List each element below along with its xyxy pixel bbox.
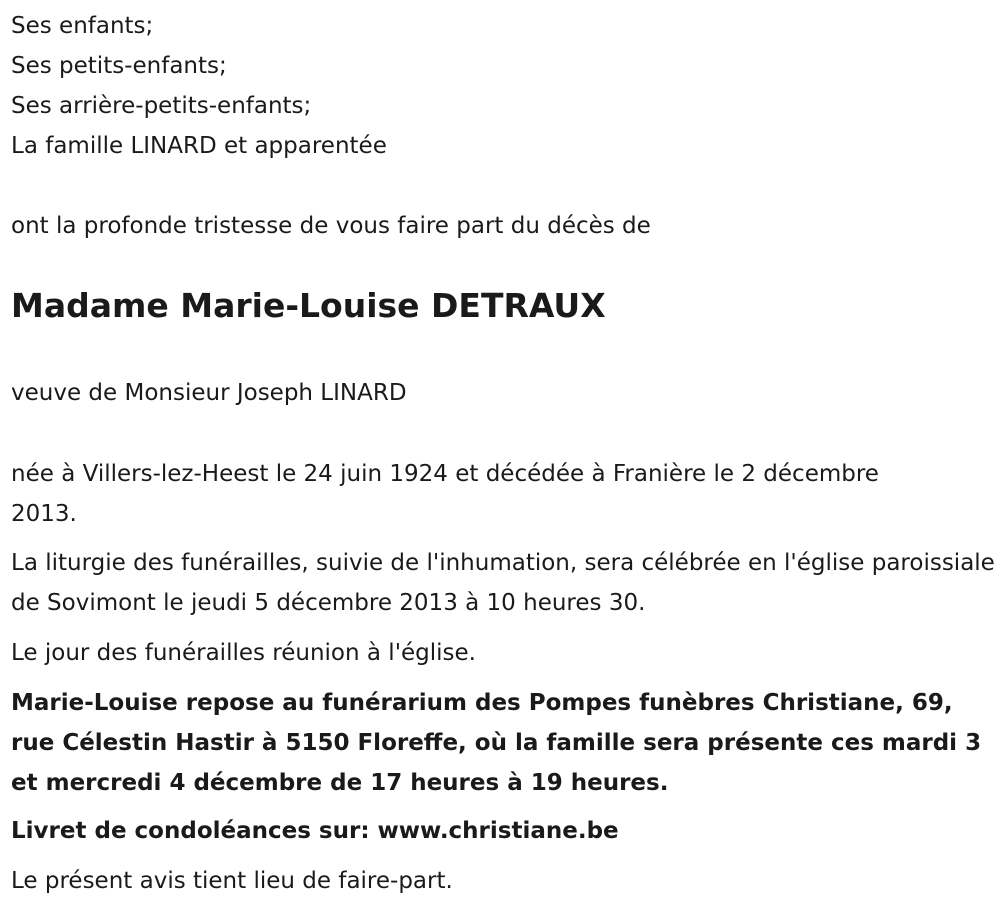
meeting-text: Le jour des funérailles réunion à l'église. [11,640,476,666]
birth-death-text: née à Villers-lez-Heest le 24 juin 1924 et décédée à Franière le 2 décembre 2013. [11,461,879,527]
deceased-name: Madame Marie-Louise DETRAUX [11,286,606,325]
liturgy-text: La liturgie des funérailles, suivie de l'inhumation, sera célébrée en l'église paroissiale de Sovimont le jeudi 5 décembre 2013 à 10 heures 30. [11,550,995,616]
family-line-great-grandchildren: Ses arrière-petits-enfants; [11,93,312,119]
condolences-link-text: Livret de condoléances sur: www.christiane.be [11,818,619,844]
family-line-grandchildren: Ses petits-enfants; [11,53,227,79]
family-line-linard: La famille LINARD et apparentée [11,133,387,159]
widow-of-text: veuve de Monsieur Joseph LINARD [11,380,407,406]
intro-text: ont la profonde tristesse de vous faire part du décès de [11,213,651,239]
closing-text: Le présent avis tient lieu de faire-part. [11,868,453,894]
funeral-home-text: Marie-Louise repose au funérarium des Pompes funèbres Christiane, 69, rue Célestin Hastir à 5150 Floreffe, où la famille sera présente ces mardi 3 et mercredi 4 décembre de 17 heures à 19 heures. [11,690,982,796]
family-line-children: Ses enfants; [11,13,154,39]
